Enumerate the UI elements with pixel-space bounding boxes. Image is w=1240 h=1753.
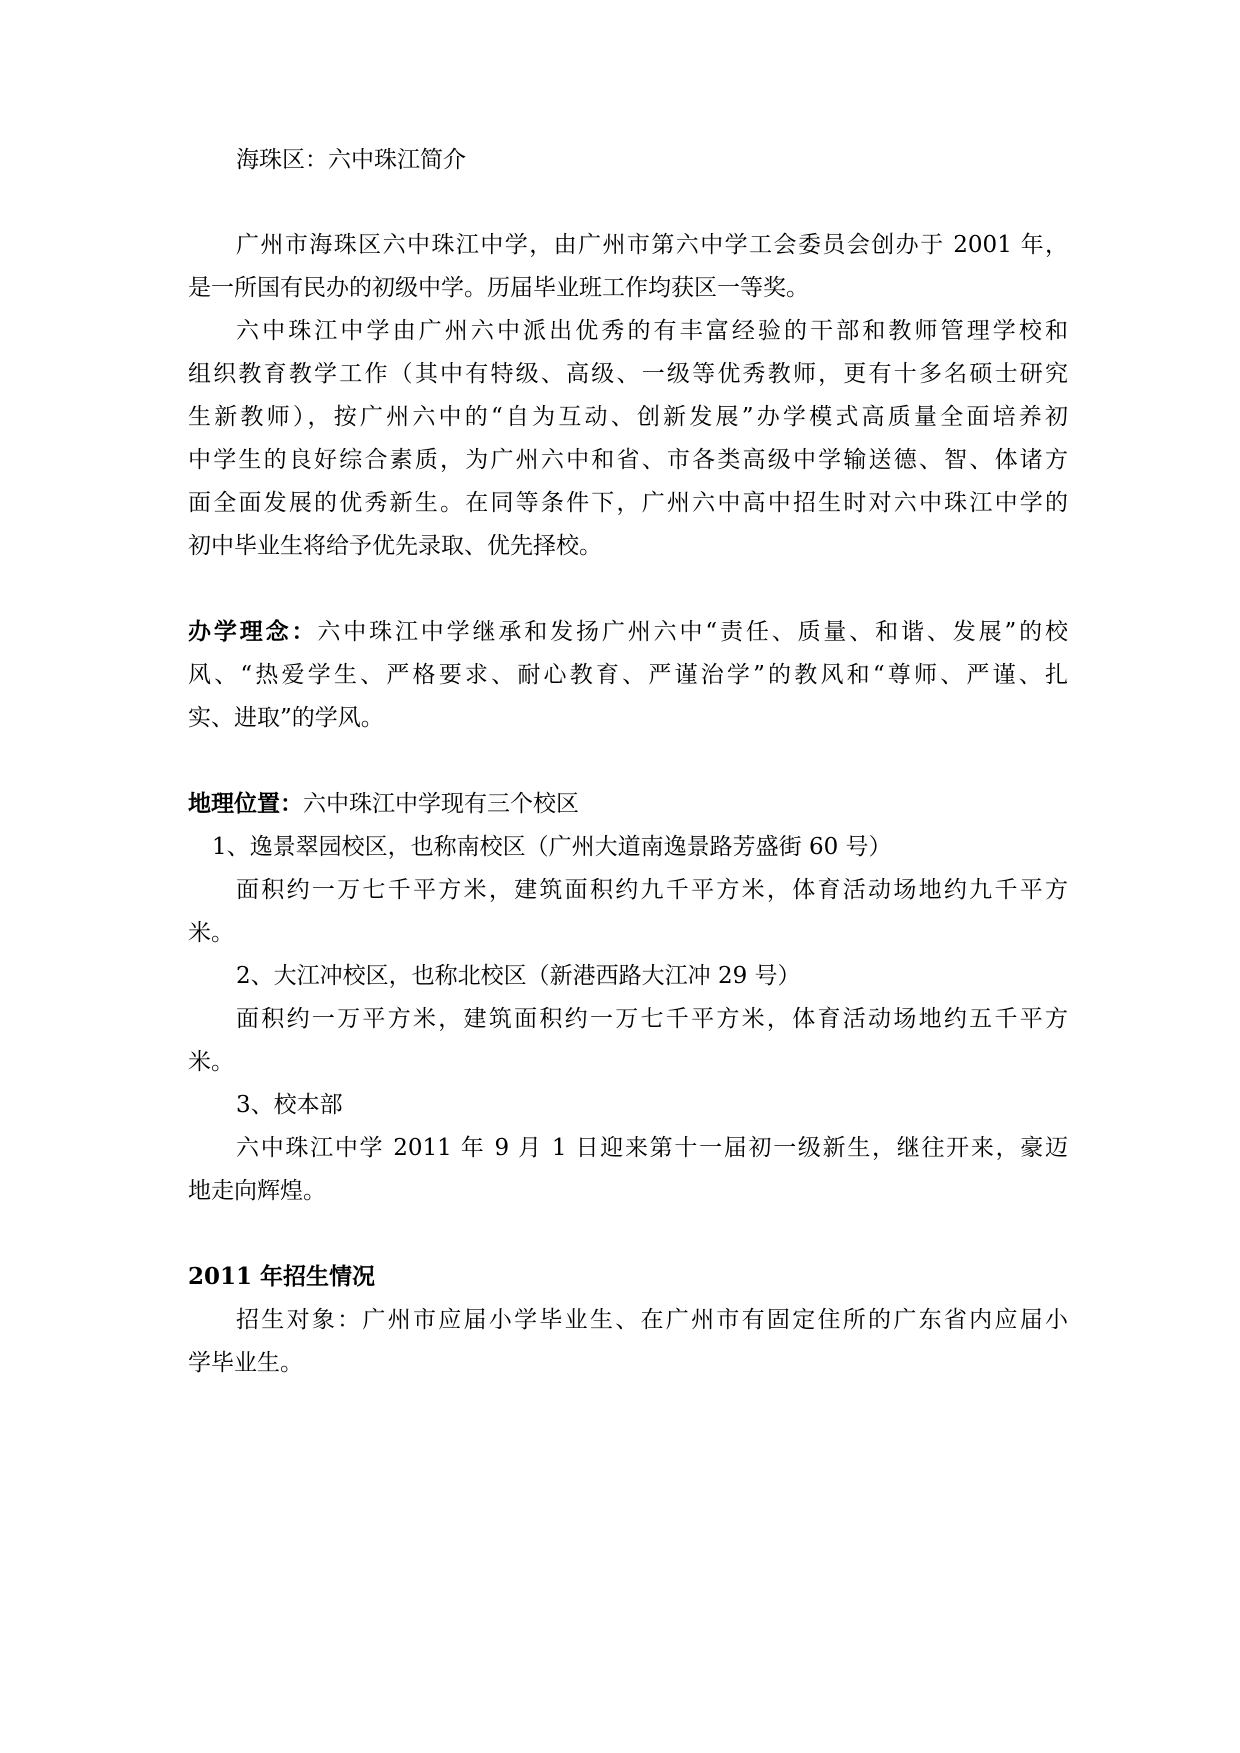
location-intro: 六中珠江中学现有三个校区 xyxy=(303,791,579,817)
campus-3-line-2: 地走向辉煌。 xyxy=(188,1178,326,1204)
teachers-line-3: 生新教师），按广州六中的“自为互动、创新发展”办学模式高质量全面培养初 xyxy=(188,404,1068,430)
campus-2-line-2: 米。 xyxy=(188,1049,234,1075)
philosophy-text-1: 六中珠江中学继承和发扬广州六中“责任、质量、和谐、发展”的校 xyxy=(317,619,1068,645)
campus-1-line-2: 米。 xyxy=(188,920,234,946)
location-line xyxy=(188,789,1068,819)
philosophy-line-1 xyxy=(188,617,1068,647)
teachers-line-6: 初中毕业生将给予优先录取、优先择校。 xyxy=(188,533,602,559)
enrollment-line-1: 招生对象：广州市应届小学毕业生、在广州市有固定住所的广东省内应届小 xyxy=(236,1307,1068,1333)
campus-3-line-1: 六中珠江中学 2011 年 9 月 1 日迎来第十一届初一级新生，继往开来，豪迈 xyxy=(236,1135,1068,1161)
teachers-line-5: 面全面发展的优秀新生。在同等条件下，广州六中高中招生时对六中珠江中学的 xyxy=(188,490,1068,516)
philosophy-heading: 办学理念： xyxy=(188,618,318,645)
campus-2-title: 2、大江冲校区，也称北校区（新港西路大江冲 29 号） xyxy=(236,963,801,989)
intro-line-2: 是一所国有民办的初级中学。历届毕业班工作均获区一等奖。 xyxy=(188,275,809,301)
teachers-line-2: 组织教育教学工作（其中有特级、高级、一级等优秀教师，更有十多名硕士研究 xyxy=(188,361,1068,387)
philosophy-line-3: 实、进取”的学风。 xyxy=(188,705,384,731)
enrollment-line-2: 学毕业生。 xyxy=(188,1350,303,1376)
enrollment-heading: 2011 年招生情况 xyxy=(188,1263,376,1290)
location-heading: 地理位置： xyxy=(188,790,303,817)
intro-line-1: 广州市海珠区六中珠江中学，由广州市第六中学工会委员会创办于 2001 年， xyxy=(236,232,1068,258)
campus-1-title: 1、逸景翠园校区，也称南校区（广州大道南逸景路芳盛街 60 号） xyxy=(212,834,892,860)
teachers-line-4: 中学生的良好综合素质，为广州六中和省、市各类高级中学输送德、智、体诸方 xyxy=(188,447,1068,473)
page-title: 海珠区：六中珠江简介 xyxy=(236,147,466,173)
campus-1-line-1: 面积约一万七千平方米，建筑面积约九千平方米，体育活动场地约九千平方 xyxy=(236,877,1068,903)
philosophy-line-2: 风、“热爱学生、严格要求、耐心教育、严谨治学”的教风和“尊师、严谨、扎 xyxy=(188,662,1068,688)
campus-2-line-1: 面积约一万平方米，建筑面积约一万七千平方米，体育活动场地约五千平方 xyxy=(236,1006,1068,1032)
teachers-line-1: 六中珠江中学由广州六中派出优秀的有丰富经验的干部和教师管理学校和 xyxy=(236,318,1068,344)
campus-3-title: 3、校本部 xyxy=(236,1092,343,1118)
